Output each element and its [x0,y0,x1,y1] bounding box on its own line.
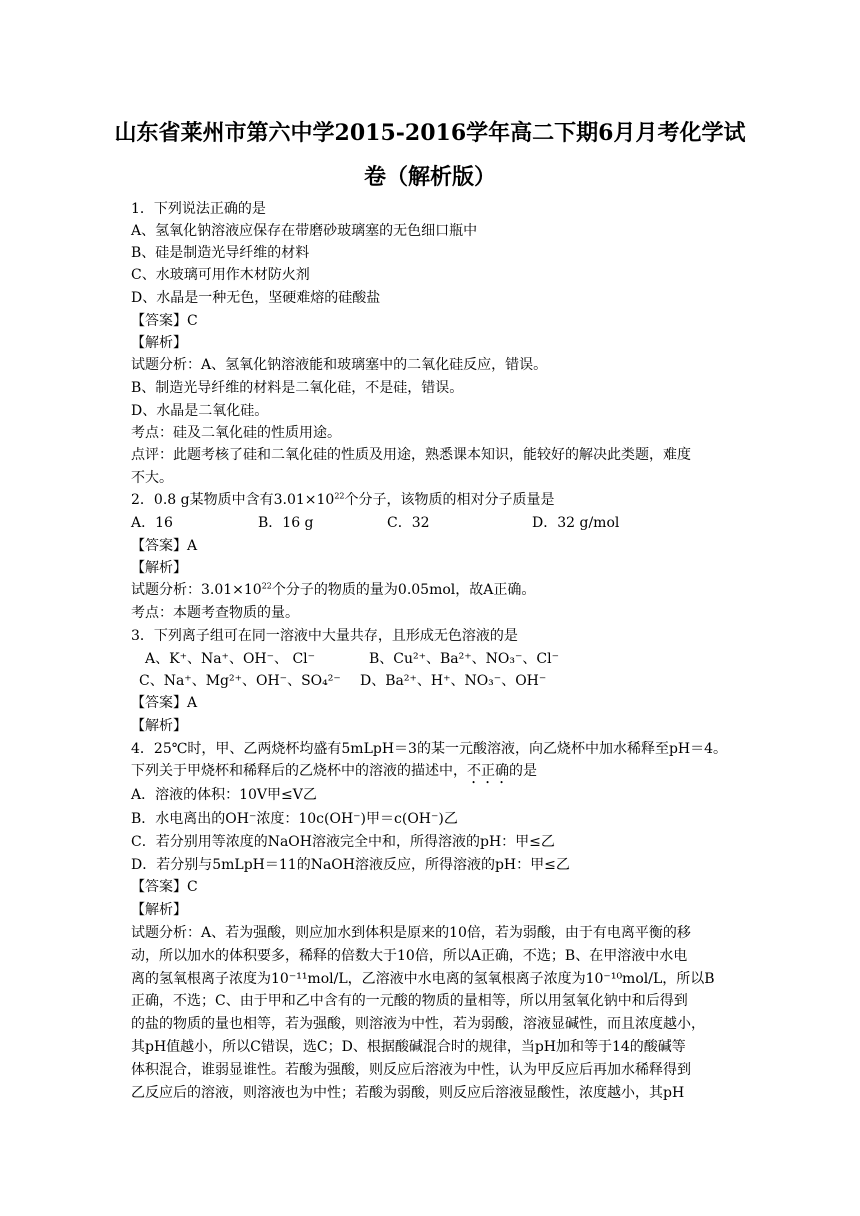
q4-stem-line-1 [131,740,735,758]
q2-stem-exponent: 22 [334,491,345,501]
q1-comment-line-1 [131,446,735,464]
q2-analysis-label: 【解析】 [131,560,187,576]
q2-kaodian: 考点：本题考查物质的量。 [131,605,299,621]
q2-option-d: D．32 g/mol [532,515,620,531]
q4-analysis-label: 【解析】 [131,902,187,918]
q3-option-c: C、Na⁺、Mg²⁺、OH⁻、SO₄²⁻ [139,673,341,689]
q4-analysis-text-7: 体积混合，谁弱显谁性。若酸为强酸，则反应后溶液为中性，认为甲反应后再加水稀释得到 [131,1062,691,1078]
q4-answer: 【答案】C [131,879,198,895]
q2-option-a: A．16 [131,515,173,531]
q1-stem: 1．下列说法正确的是 [131,201,266,217]
q4-analysis-line-3 [131,970,735,988]
q4-stem-post: 的是 [509,763,537,779]
q2-analysis-pre: 试题分析：3.01×10 [131,582,262,598]
document-title-line-2: 卷（解析版） [363,164,496,190]
q4-option-d: D．若分别与5mLpH＝11的NaOH溶液反应，所得溶液的pH：甲≤乙 [131,857,570,873]
q4-analysis-text-2: 动，所以加水的体积要多，稀释的倍数大于10倍，所以A正确，不选；B、在甲溶液中水电 [131,948,688,964]
q4-option-b: B．水电离出的OH⁻浓度：10c(OH⁻)甲＝c(OH⁻)乙 [131,811,458,827]
q1-comment-line-2: 不大。 [131,470,173,486]
q4-option-a: A．溶液的体积：10V甲≤V乙 [131,787,317,803]
q3-option-a: A、K⁺、Na⁺、OH⁻、 Cl⁻ [145,651,316,667]
q4-stem-line-2 [131,762,537,787]
q4-analysis-line-1 [131,924,735,942]
q4-analysis-line-8 [131,1084,735,1102]
q2-analysis-line-1 [131,581,535,599]
q4-analysis-line-2 [131,947,735,965]
q4-stem-pre: 下列关于甲烧杯和稀释后的乙烧杯中的溶液的描述中， [131,763,467,779]
q2-stem-post: 个分子，该物质的相对分子质量是 [344,492,555,508]
q3-answer: 【答案】A [131,695,198,711]
q3-stem: 3．下列离子组可在同一溶液中大量共存，且形成无色溶液的是 [131,628,518,644]
q4-analysis-text-4: 正确，不选；C、由于甲和乙中含有的一元酸的物质的量相等，所以用氢氧化钠中和后得到 [131,993,688,1009]
q2-option-b: B．16 g [258,515,314,531]
q4-analysis-text-8: 乙反应后的溶液，则溶液也为中性；若酸为弱酸，则反应后溶液显酸性，浓度越小，其pH [131,1085,685,1101]
q1-analysis-line-3: D、水晶是二氧化硅。 [131,403,269,419]
q1-option-b: B、硅是制造光导纤维的材料 [131,245,310,261]
q1-option-d: D、水晶是一种无色，坚硬难熔的硅酸盐 [131,290,381,306]
q1-analysis-line-1: 试题分析：A、氢氧化钠溶液能和玻璃塞中的二氧化硅反应，错误。 [131,357,548,373]
q1-option-c: C、水玻璃可用作木材防火剂 [131,267,310,283]
document-title-line-1: 山东省莱州市第六中学2015-2016学年高二下期6月月考化学试 [114,120,746,146]
q3-analysis-label: 【解析】 [131,718,187,734]
q4-stem-emphasis: 不正确 [467,763,509,779]
q4-analysis-text-5: 的盐的物质的量也相等，若为强酸，则溶液为中性，若为弱酸，溶液显碱性，而且浓度越小， [131,1016,705,1032]
q3-option-b: B、Cu²⁺、Ba²⁺、NO₃⁻、Cl⁻ [369,651,559,667]
q4-analysis-line-5 [131,1015,735,1033]
q1-answer: 【答案】C [131,313,198,329]
q4-stem-text-1: 4．25℃时，甲、乙两烧杯均盛有5mLpH＝3的某一元酸溶液，向乙烧杯中加水稀释至pH＝4。 [131,741,728,757]
q1-option-a: A、氢氧化钠溶液应保存在带磨砂玻璃塞的无色细口瓶中 [131,223,478,239]
q2-stem-pre: 2．0.8 g某物质中含有3.01×10 [131,492,335,508]
q2-analysis-exponent: 22 [261,581,272,591]
q4-analysis-line-7 [131,1061,735,1079]
q1-analysis-line-2: B、制造光导纤维的材料是二氧化硅，不是硅，错误。 [131,380,464,396]
q2-stem [131,491,555,509]
q4-analysis-line-4 [131,992,735,1010]
q1-kaodian: 考点：硅及二氧化硅的性质用途。 [131,425,341,441]
q2-option-c: C．32 [387,515,430,531]
q4-analysis-text-1: 试题分析：A、若为强酸，则应加水到体积是原来的10倍，若为弱酸，由于有电离平衡的移 [131,925,691,941]
q1-comment-text-1: 点评：此题考核了硅和二氧化硅的性质及用途，熟悉课本知识，能较好的解决此类题，难度 [131,447,691,463]
q2-answer: 【答案】A [131,538,198,554]
q2-analysis-post: 个分子的物质的量为0.05mol，故A正确。 [271,582,536,598]
q1-analysis-label: 【解析】 [131,335,187,351]
q4-analysis-text-3: 离的氢氧根离子浓度为10⁻¹¹mol/L，乙溶液中水电离的氢氧根离子浓度为10⁻¹⁰mol/L，所以B [131,971,715,987]
q4-analysis-text-6: 其pH值越小，所以C错误，选C；D、根据酸碱混合时的规律，当pH加和等于14的酸碱等 [131,1039,686,1055]
q4-option-c: C．若分别用等浓度的NaOH溶液完全中和，所得溶液的pH：甲≤乙 [131,834,555,850]
q4-analysis-line-6 [131,1038,735,1056]
q3-option-d: D、Ba²⁺、H⁺、NO₃⁻、OH⁻ [360,673,547,689]
